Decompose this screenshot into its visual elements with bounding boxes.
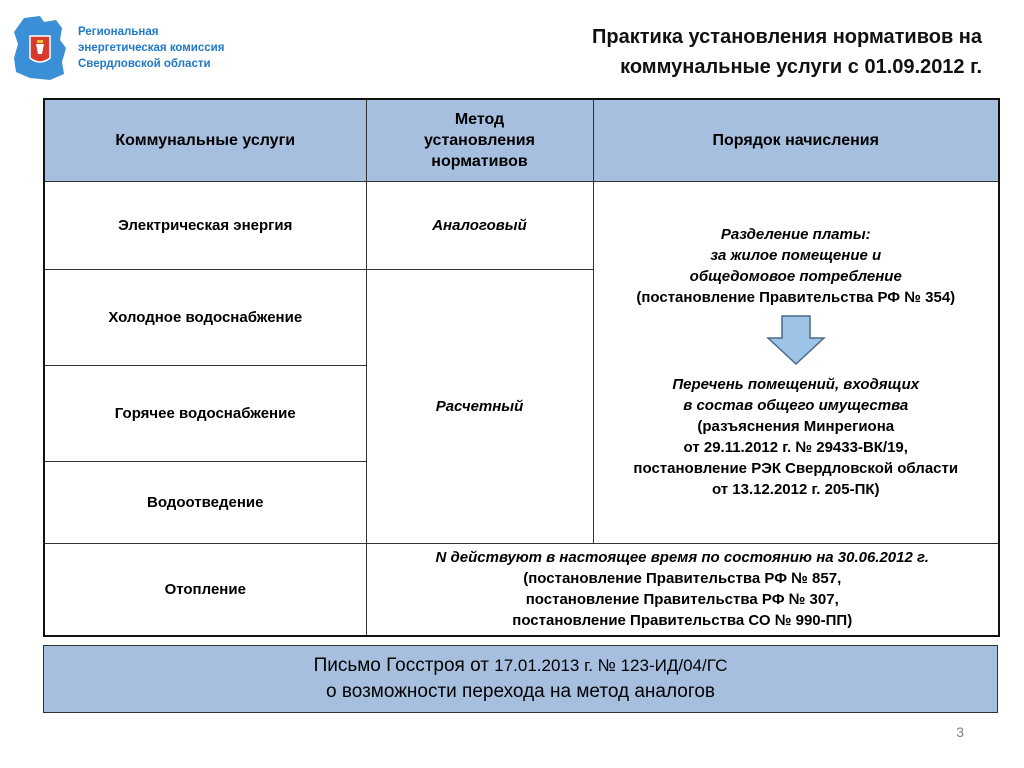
service-cell: Холодное водоснабжение bbox=[44, 269, 366, 365]
letter-text: Письмо Госстроя от bbox=[313, 655, 495, 676]
order-text: (постановление Правительства РФ № 354) bbox=[636, 289, 956, 306]
order-text: от 13.12.2012 г. 205-ПК) bbox=[711, 481, 880, 498]
page-number: 3 bbox=[956, 724, 964, 740]
organization-name bbox=[78, 24, 258, 72]
table-row bbox=[44, 181, 999, 269]
method-cell: Аналоговый bbox=[366, 181, 593, 269]
order-text: (разъяснения Минрегиона bbox=[697, 418, 895, 435]
order-text: общедомовое потребление bbox=[689, 268, 902, 285]
org-name-line: Региональная bbox=[78, 26, 159, 38]
order-text: Перечень помещений, входящих bbox=[672, 376, 920, 393]
slide-title-line: коммунальные услуги с 01.09.2012 г. bbox=[620, 56, 982, 78]
letter-number: 17.01.2013 г. № 123-ИД/04/ГС bbox=[494, 656, 728, 675]
gosstroy-letter-box bbox=[43, 645, 998, 713]
org-name-line: Свердловской области bbox=[78, 58, 211, 70]
arrow-down-icon bbox=[764, 314, 828, 366]
heating-cell bbox=[366, 543, 999, 636]
service-cell: Горячее водоснабжение bbox=[44, 365, 366, 461]
heating-text: постановление Правительства СО № 990-ПП) bbox=[512, 612, 853, 630]
slide-title-line: Практика установления нормативов на bbox=[592, 26, 982, 48]
order-text: от 29.11.2012 г. № 29433-ВК/19, bbox=[683, 439, 908, 456]
org-name-line: энергетическая комиссия bbox=[78, 42, 225, 54]
service-cell: Электрическая энергия bbox=[44, 181, 366, 269]
service-cell: Отопление bbox=[44, 543, 366, 636]
method-cell: Расчетный bbox=[366, 269, 593, 543]
header-method-line: Метод bbox=[454, 110, 505, 128]
heating-text: постановление Правительства РФ № 307, bbox=[525, 591, 839, 609]
service-cell: Водоотведение bbox=[44, 461, 366, 543]
header-method-line: установления bbox=[424, 131, 535, 149]
order-text: постановление РЭК Свердловской области bbox=[633, 460, 959, 477]
letter-line: о возможности перехода на метод аналогов bbox=[325, 681, 716, 702]
heating-text: (постановление Правительства РФ № 857, bbox=[523, 570, 842, 588]
letter-line bbox=[44, 653, 997, 679]
order-cell bbox=[593, 181, 999, 543]
header-method bbox=[366, 99, 593, 181]
services-table bbox=[43, 98, 1000, 637]
table-row bbox=[44, 543, 999, 636]
table-header-row bbox=[44, 99, 999, 181]
order-text: в состав общего имущества bbox=[683, 397, 909, 414]
slide-title bbox=[462, 22, 982, 82]
order-text: Разделение платы: bbox=[720, 226, 871, 243]
header-method-line: нормативов bbox=[431, 152, 528, 170]
region-logo bbox=[10, 14, 70, 84]
heating-text: N действуют в настоящее время по состоянию на 30.06.2012 г. bbox=[435, 549, 929, 567]
header-order: Порядок начисления bbox=[593, 99, 999, 181]
order-text: за жилое помещение и bbox=[710, 247, 882, 264]
header-services: Коммунальные услуги bbox=[44, 99, 366, 181]
